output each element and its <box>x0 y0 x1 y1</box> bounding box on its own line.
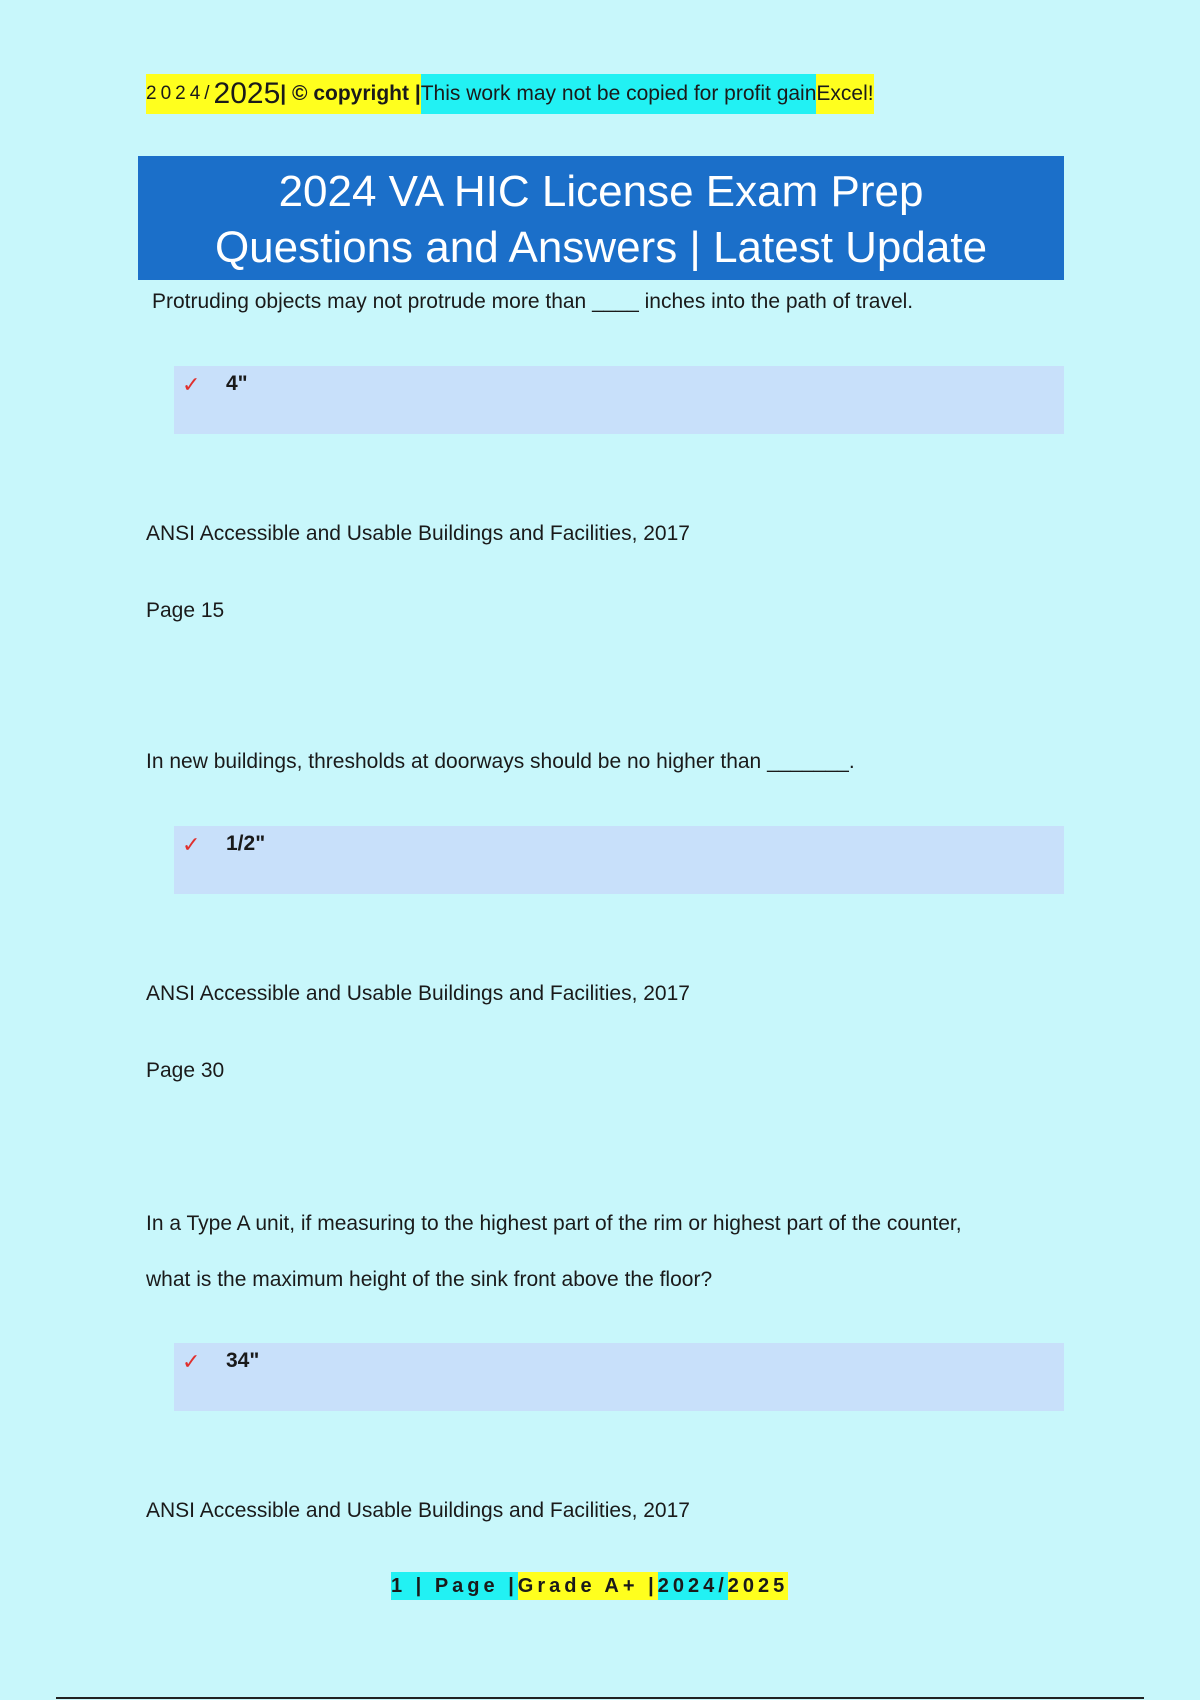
question-2-text: In new buildings, thresholds at doorways should be no higher than _______. <box>146 750 855 773</box>
header-excel: Excel! <box>816 74 873 114</box>
question-2-page: Page 30 <box>146 1059 225 1082</box>
answer-1-text: 4" <box>226 372 248 395</box>
answer-3-text: 34" <box>226 1349 260 1372</box>
question-3-text-line-1: In a Type A unit, if measuring to the highest part of the rim or highest part of the counter, <box>146 1212 962 1235</box>
question-2-source: ANSI Accessible and Usable Buildings and Facilities, 2017 <box>146 982 690 1005</box>
footer-page: 1 | Page | <box>391 1572 518 1600</box>
answer-2-text: 1/2" <box>226 832 266 855</box>
copyright-header <box>146 74 874 114</box>
check-icon: ✓ <box>182 372 201 397</box>
title-banner <box>138 156 1064 280</box>
page-footer <box>391 1572 788 1600</box>
title-line-1: 2024 VA HIC License Exam Prep <box>278 167 924 216</box>
question-1-page: Page 15 <box>146 599 225 622</box>
header-notice: This work may not be copied for profit gain <box>421 74 817 114</box>
question-3-source: ANSI Accessible and Usable Buildings and Facilities, 2017 <box>146 1499 690 1522</box>
header-year-start: 2024/ <box>146 74 214 114</box>
answer-2-box <box>174 826 1064 894</box>
check-icon: ✓ <box>182 1349 201 1374</box>
header-copyright: | © copyright | <box>280 74 420 114</box>
question-1-text: Protruding objects may not protrude more than ____ inches into the path of travel. <box>152 290 914 313</box>
answer-3-box <box>174 1343 1064 1411</box>
title-line-2: Questions and Answers | Latest Update <box>214 223 988 272</box>
check-icon: ✓ <box>182 832 201 857</box>
question-3-text-line-2: what is the maximum height of the sink front above the floor? <box>146 1268 713 1291</box>
footer-grade: Grade A+ | <box>518 1572 658 1600</box>
bottom-divider <box>56 1697 1144 1699</box>
footer-year-2: 2025 <box>728 1572 789 1600</box>
answer-1-box <box>174 366 1064 434</box>
footer-year-1: 2024/ <box>658 1572 728 1600</box>
header-year-end: 2025 <box>214 74 281 114</box>
question-1-source: ANSI Accessible and Usable Buildings and Facilities, 2017 <box>146 522 690 545</box>
